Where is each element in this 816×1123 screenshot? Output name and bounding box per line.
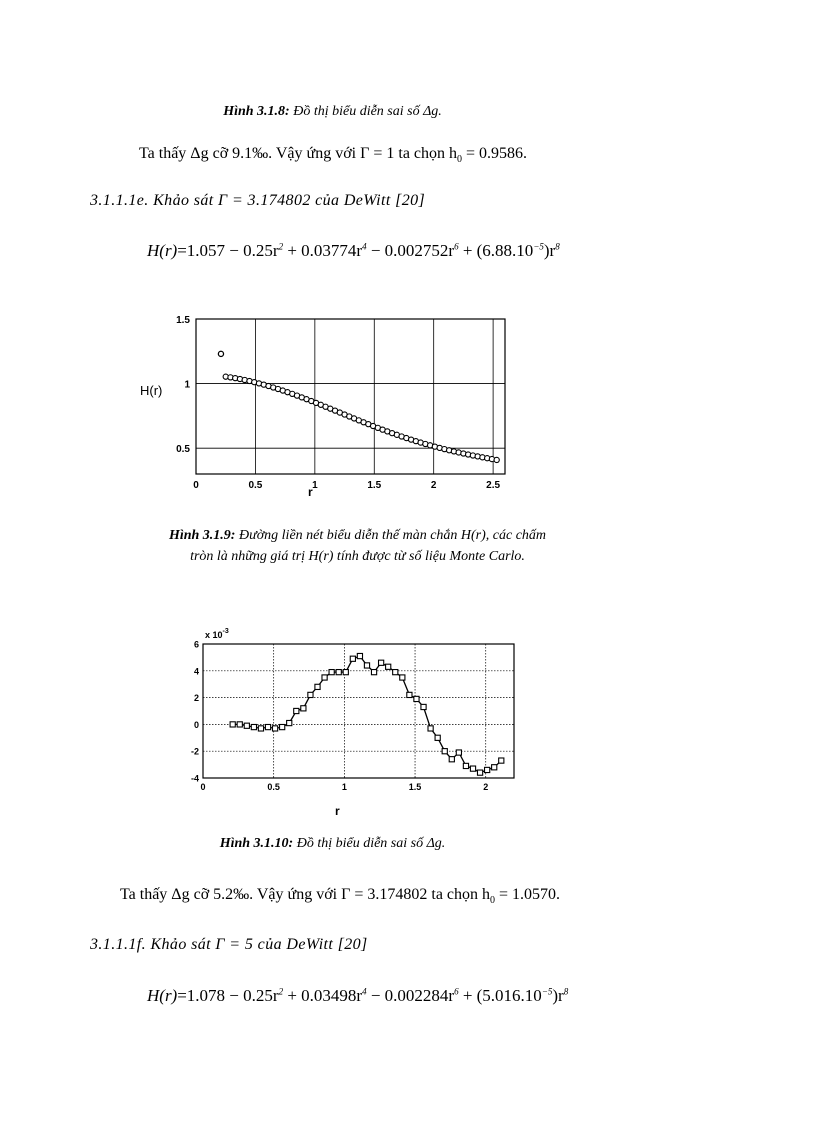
x-tick-label: 1	[341, 782, 347, 792]
eq-term: + (5.016.10	[458, 986, 542, 1005]
y-tick-label: 4	[193, 666, 199, 677]
y-tick-label: 6	[193, 639, 199, 650]
delta-g-square-marker	[492, 765, 497, 770]
monte-carlo-point	[494, 457, 499, 462]
eq-lhs: H(r)	[147, 241, 178, 260]
delta-g-square-marker	[272, 726, 277, 731]
y-tick-label: -4	[190, 773, 199, 784]
delta-g-square-marker	[400, 675, 405, 680]
x-tick-label: 1.5	[367, 480, 382, 491]
delta-g-square-marker	[244, 723, 249, 728]
delta-g-square-marker	[280, 724, 285, 729]
tick-labels	[191, 640, 488, 793]
caption-line-1: Đường liền nét biểu diễn thế màn chắn H(r), các chấm	[238, 528, 547, 543]
figure-caption-3-1-8	[150, 104, 515, 120]
x-tick-label: 0.5	[267, 782, 280, 792]
multiplier-exponent: -3	[222, 628, 229, 635]
y-tick-label: 0.5	[176, 444, 190, 456]
eq-lhs: H(r)	[147, 986, 178, 1005]
eq-sup: 2	[278, 241, 284, 252]
delta-g-square-marker	[477, 770, 482, 775]
eq-sup: 8	[563, 986, 569, 997]
x-tick-label: 2	[483, 782, 489, 792]
delta-g-square-marker	[364, 663, 369, 668]
h-r-chart	[120, 308, 520, 503]
chart-series	[230, 653, 504, 775]
caption-label: Hình 3.1.10:	[219, 836, 294, 851]
eq-body: =1.057 − 0.25r	[177, 241, 279, 260]
equation-h-r-gamma-3174802	[147, 241, 560, 261]
delta-g-square-marker	[237, 722, 242, 727]
y-tick-label: 1.5	[176, 315, 190, 326]
eq-term: )r	[543, 241, 556, 260]
caption-text: Đồ thị biểu diễn sai số Δg.	[296, 836, 446, 851]
eq-sup: −5	[533, 241, 544, 252]
paragraph-text: Ta thấy Δg cỡ 9.1‰. Vậy ứng với Γ = 1 ta chọn h	[139, 145, 458, 162]
delta-g-square-marker	[336, 670, 341, 675]
paragraph-text: Ta thấy Δg cỡ 5.2‰. Vậy ứng với Γ = 3.174802 ta chọn h	[120, 886, 491, 903]
caption-label: Hình 3.1.9:	[168, 528, 236, 543]
delta-g-square-marker	[308, 692, 313, 697]
y-axis-label: H(r)	[140, 383, 163, 398]
chart-series	[218, 351, 499, 462]
figure-caption-3-1-9	[110, 528, 605, 565]
delta-g-square-marker	[329, 670, 334, 675]
caption-text: Đồ thị biểu diễn sai số Δg.	[293, 104, 442, 119]
delta-g-square-marker	[456, 750, 461, 755]
y-tick-label: 2	[193, 693, 199, 704]
multiplier-label	[205, 628, 229, 640]
eq-sup: 4	[362, 986, 367, 997]
paragraph-text-end: = 0.9586.	[462, 145, 528, 162]
eq-term: − 0.002752r	[366, 241, 455, 260]
delta-g-square-marker	[393, 670, 398, 675]
delta-g-square-marker	[265, 724, 270, 729]
delta-g-square-marker	[414, 696, 419, 701]
delta-g-square-marker	[407, 692, 412, 697]
paragraph-text-end: = 1.0570.	[495, 886, 561, 903]
delta-g-square-marker	[463, 763, 468, 768]
delta-g-square-marker	[371, 670, 376, 675]
delta-g-square-marker	[315, 684, 320, 689]
delta-g-square-marker	[421, 704, 426, 709]
eq-sup: 6	[454, 241, 459, 252]
subscript: 0	[457, 154, 463, 166]
eq-sup: 6	[454, 986, 459, 997]
delta-g-square-marker	[322, 675, 327, 680]
delta-g-square-marker	[442, 749, 447, 754]
delta-g-square-marker	[350, 656, 355, 661]
x-axis-label: r	[308, 485, 313, 499]
eq-term: )r	[552, 986, 564, 1005]
x-tick-label: 1	[312, 480, 318, 491]
delta-g-square-marker	[287, 720, 292, 725]
y-tick-label: 0	[193, 719, 199, 730]
caption-label: Hình 3.1.8:	[223, 104, 290, 119]
eq-sup: 2	[278, 986, 284, 997]
multiplier-base: x 10	[205, 630, 223, 640]
x-axis-label: r	[335, 804, 340, 818]
x-tick-label: 2.5	[486, 480, 501, 491]
eq-term: − 0.002284r	[366, 986, 455, 1005]
chart-grid	[203, 644, 514, 778]
y-tick-label: -2	[190, 746, 199, 757]
x-tick-label: 0.5	[248, 480, 263, 491]
eq-sup: −5	[541, 986, 553, 997]
paragraph-delta-g-9-1	[139, 145, 527, 165]
eq-body: =1.078 − 0.25r	[177, 986, 279, 1005]
y-tick-label: 1	[184, 379, 190, 391]
eq-sup: 4	[362, 241, 367, 252]
chart-frame	[203, 644, 514, 778]
delta-g-square-marker	[386, 664, 391, 669]
delta-g-square-marker	[357, 653, 362, 658]
delta-g-square-marker	[428, 726, 433, 731]
delta-g-square-marker	[301, 706, 306, 711]
delta-g-square-marker	[258, 726, 263, 731]
delta-g-square-marker	[230, 722, 235, 727]
x-tick-label: 1.5	[408, 782, 422, 792]
eq-term: + 0.03774r	[283, 241, 363, 260]
delta-g-square-marker	[449, 757, 454, 762]
delta-g-square-marker	[251, 724, 256, 729]
tick-labels	[176, 315, 500, 491]
caption-line-2: tròn là những giá trị H(r) tính được từ số liệu Monte Carlo.	[190, 549, 525, 564]
x-tick-label: 0	[193, 480, 199, 491]
delta-g-chart	[150, 618, 530, 824]
delta-g-square-marker	[485, 767, 490, 772]
delta-g-square-marker	[294, 708, 299, 713]
equation-h-r-gamma-5	[147, 986, 568, 1006]
section-heading-e: 3.1.1.1e. Khảo sát Γ = 3.174802 của DeWitt [20]	[90, 192, 426, 209]
eq-term: + (6.88.10	[458, 241, 534, 260]
delta-g-square-marker	[379, 660, 384, 665]
delta-g-square-marker	[470, 766, 475, 771]
delta-g-square-marker	[343, 670, 348, 675]
x-tick-label: 2	[430, 480, 437, 491]
section-heading-f: 3.1.1.1f. Khảo sát Γ = 5 của DeWitt [20]	[90, 936, 368, 953]
delta-g-square-marker	[499, 758, 504, 763]
x-tick-label: 0	[200, 782, 206, 792]
eq-term: + 0.03498r	[283, 986, 363, 1005]
eq-sup: 8	[555, 241, 560, 252]
paragraph-delta-g-5-2	[120, 886, 560, 906]
subscript: 0	[490, 895, 496, 907]
figure-caption-3-1-10	[150, 836, 515, 852]
delta-g-square-marker	[435, 735, 440, 740]
monte-carlo-outlier-point	[218, 351, 223, 356]
